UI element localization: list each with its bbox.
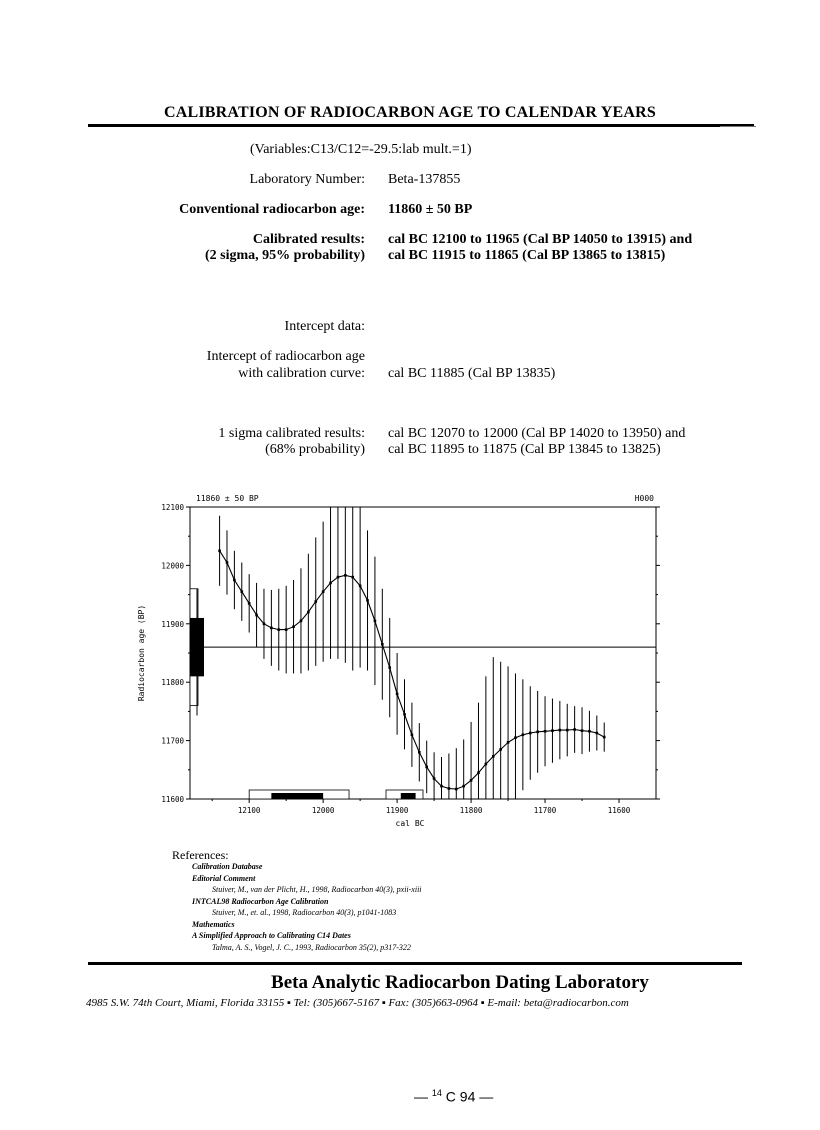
- curve-point: [477, 771, 480, 774]
- curve-point: [329, 582, 332, 585]
- one-sigma-line-2: cal BC 11895 to 11875 (Cal BP 13845 to 13825): [388, 442, 661, 457]
- chart-top-right-label: H000: [634, 494, 654, 503]
- conv-age-value: 11860 ± 50 BP: [388, 202, 473, 217]
- curve-point: [403, 713, 406, 716]
- curve-point: [440, 785, 443, 788]
- reference-detail: Stuiver, M., van der Plicht, H., 1998, Radiocarbon 40(3), pxii-xiii: [212, 885, 422, 894]
- lab-address: 4985 S.W. 74th Court, Miami, Florida 33155 ▪ Tel: (305)667-5167 ▪ Fax: (305)663-0964 ▪ E-mail: beta@radiocarbon.com: [86, 997, 629, 1009]
- one-sigma-range-box: [401, 793, 416, 799]
- one-sigma-line-1: cal BC 12070 to 12000 (Cal BP 14020 to 13950) and: [388, 426, 686, 441]
- lab-number-value: Beta-137855: [388, 172, 461, 187]
- calibrated-line-1: cal BC 12100 to 11965 (Cal BP 14050 to 13915) and: [388, 232, 693, 247]
- curve-point: [359, 585, 362, 588]
- title-rule: [88, 124, 754, 127]
- curve-point: [218, 550, 221, 553]
- curve-point: [588, 730, 591, 733]
- y-tick-label: 11700: [161, 736, 184, 746]
- intercept-value: cal BC 11885 (Cal BP 13835): [388, 366, 556, 381]
- curve-point: [418, 751, 421, 754]
- curve-point: [522, 733, 525, 736]
- one-sigma-range-box: [271, 793, 323, 799]
- footer-rule: [88, 962, 742, 965]
- lab-name: Beta Analytic Radiocarbon Dating Laboratory: [271, 972, 649, 993]
- reference-detail: Stuiver, M., et. al., 1998, Radiocarbon 40(3), p1041-1083: [212, 908, 397, 917]
- curve-point: [381, 643, 384, 646]
- curve-point: [240, 590, 243, 593]
- curve-point: [322, 590, 325, 593]
- curve-point: [507, 741, 510, 744]
- curve-point: [470, 779, 473, 782]
- variables-line: (Variables:C13/C12=-29.5:lab mult.=1): [250, 142, 472, 157]
- intercept-label: Intercept data:: [284, 319, 365, 334]
- curve-point: [396, 693, 399, 696]
- one-sigma-label: 1 sigma calibrated results:: [218, 426, 365, 441]
- curve-point: [425, 766, 428, 769]
- curve-point: [307, 611, 310, 614]
- curve-point: [285, 628, 288, 631]
- page-number-main: C 94 —: [441, 1088, 494, 1105]
- curve-point: [374, 620, 377, 623]
- curve-point: [573, 728, 576, 731]
- curve-point: [263, 623, 266, 626]
- page-title: CALIBRATION OF RADIOCARBON AGE TO CALENDAR YEARS: [163, 104, 657, 121]
- chart-top-left-label: 11860 ± 50 BP: [196, 494, 259, 503]
- y-tick-label: 12100: [161, 503, 184, 512]
- reference-title: A Simplified Approach to Calibrating C14 Dates: [192, 931, 351, 940]
- y-tick-label: 11800: [161, 678, 184, 688]
- conv-age-label: Conventional radiocarbon age:: [179, 202, 365, 217]
- curve-point: [551, 729, 554, 732]
- curve-point: [603, 736, 606, 739]
- curve-point: [581, 729, 584, 732]
- x-tick-label: 11900: [385, 806, 409, 815]
- curve-point: [344, 574, 347, 577]
- curve-point: [248, 602, 251, 605]
- calibrated-line-2: cal BC 11915 to 11865 (Cal BP 13865 to 13815): [388, 248, 666, 263]
- y-tick-label: 11600: [161, 795, 184, 804]
- curve-point: [596, 732, 599, 735]
- curve-point: [448, 787, 451, 790]
- x-tick-label: 11700: [533, 806, 557, 815]
- y-tick-label: 11900: [161, 619, 184, 629]
- y-axis-label: Radiocarbon age (BP): [137, 604, 146, 702]
- curve-point: [270, 627, 273, 630]
- curve-point: [566, 729, 569, 732]
- curve-point: [529, 732, 532, 735]
- curve-point: [492, 755, 495, 758]
- reference-title: Editorial Comment: [192, 873, 256, 883]
- x-tick-label: 11800: [459, 806, 483, 815]
- curve-point: [233, 579, 236, 582]
- x-tick-label: 12000: [311, 806, 335, 815]
- intercept-of-label-2: with calibration curve:: [238, 366, 365, 381]
- reference-title: Calibration Database: [192, 862, 263, 871]
- curve-point: [514, 736, 517, 739]
- curve-point: [462, 785, 465, 788]
- lab-number-label: Laboratory Number:: [249, 172, 365, 187]
- curve-point: [255, 614, 258, 617]
- y-tick-label: 12000: [161, 561, 184, 571]
- curve-point: [433, 777, 436, 780]
- curve-point: [351, 576, 354, 579]
- plot-frame: [190, 507, 656, 799]
- calibrated-sub-label: (2 sigma, 95% probability): [205, 248, 365, 263]
- curve-point: [277, 628, 280, 631]
- curve-point: [411, 733, 414, 736]
- curve-point: [499, 748, 502, 751]
- curve-point: [455, 788, 458, 791]
- curve-point: [559, 729, 562, 732]
- page-number: [414, 1088, 493, 1105]
- curve-point: [226, 561, 229, 564]
- curve-point: [292, 625, 295, 628]
- curve-point: [366, 599, 369, 602]
- curve-point: [314, 600, 317, 603]
- curve-point: [536, 731, 539, 734]
- reference-title: INTCAL98 Radiocarbon Age Calibration: [192, 896, 329, 906]
- curve-point: [544, 730, 547, 733]
- calibrated-label: Calibrated results:: [252, 232, 365, 247]
- curve-point: [485, 763, 488, 766]
- x-tick-label: 12100: [237, 806, 261, 815]
- reference-title: Mathematics: [192, 919, 235, 929]
- title-rule-tail: [720, 126, 756, 127]
- calibration-chart: [120, 488, 680, 838]
- x-tick-label: 11600: [607, 806, 631, 815]
- references-heading: References:: [172, 848, 229, 862]
- curve-point: [388, 666, 391, 669]
- page-number-sup: 14: [431, 1088, 442, 1098]
- reference-detail: Talma, A. S., Vogel, J. C., 1993, Radiocarbon 35(2), p317-322: [212, 942, 411, 952]
- curve-point: [337, 576, 340, 579]
- curve-point: [300, 620, 303, 623]
- page-number-prefix: —: [414, 1088, 432, 1105]
- intercept-of-label-1: Intercept of radiocarbon age: [206, 349, 365, 364]
- one-sigma-sub-label: (68% probability): [265, 442, 365, 457]
- x-axis-label: cal BC: [395, 819, 425, 828]
